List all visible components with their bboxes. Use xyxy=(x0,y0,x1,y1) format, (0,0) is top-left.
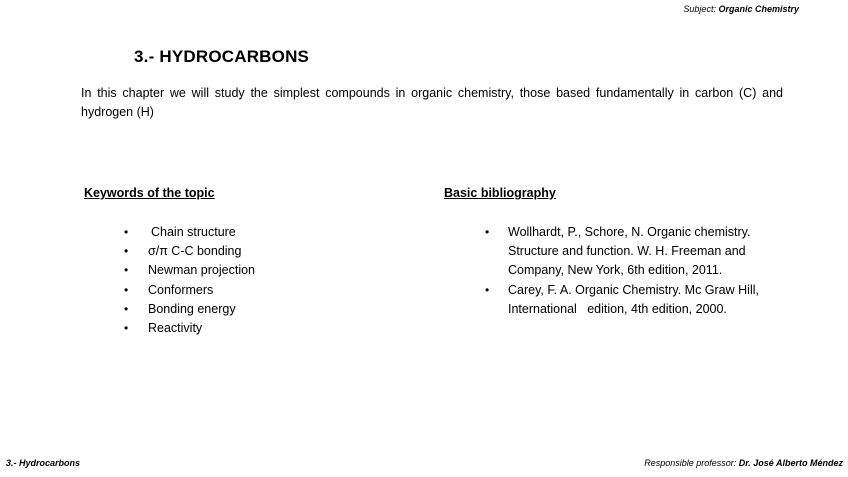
footer-chapter: 3.- Hydrocarbons xyxy=(6,458,81,468)
footer-professor-label: Responsible professor: xyxy=(644,458,737,468)
subject-header xyxy=(683,4,799,14)
bullet-icon: • xyxy=(485,282,490,297)
keyword-item xyxy=(124,242,255,261)
bibliography-text: Carey, F. A. Organic Chemistry. Mc Graw Hill, International edition, 4th edition, 2000. xyxy=(508,282,763,316)
keyword-item xyxy=(124,261,255,280)
bibliography-item xyxy=(485,223,800,281)
intro-paragraph: In this chapter we will study the simplest compounds in organic chemistry, those based fundamentally in carbon (C) and hydrogen (H) xyxy=(81,86,783,119)
keyword-text: Reactivity xyxy=(148,321,203,336)
bullet-icon: • xyxy=(124,282,129,297)
bullet-icon: • xyxy=(124,321,129,336)
bibliography-text: Wollhardt, P., Schore, N. Organic chemistry. Structure and function. W. H. Freeman and Company, New York, 6th edition, 2011. xyxy=(508,225,751,278)
keyword-text: Chain structure xyxy=(151,225,236,239)
keyword-item xyxy=(124,223,255,242)
keywords-heading: Keywords of the topic xyxy=(84,186,215,200)
keyword-text: σ/π C-C bonding xyxy=(148,244,242,259)
footer-professor-name: Dr. José Alberto Méndez xyxy=(738,458,843,468)
bullet-icon: • xyxy=(124,263,129,278)
keyword-item xyxy=(124,281,255,300)
subject-value: Organic Chemistry xyxy=(718,4,799,14)
keyword-item xyxy=(124,319,255,338)
keyword-item xyxy=(124,300,255,319)
bullet-icon: • xyxy=(124,301,129,316)
footer-professor xyxy=(644,458,843,468)
keyword-text: Newman projection xyxy=(148,263,255,278)
bullet-icon: • xyxy=(485,225,490,239)
bibliography-item xyxy=(485,281,800,319)
subject-label: Subject: xyxy=(683,4,716,14)
bullet-icon: • xyxy=(124,244,129,259)
bibliography-list xyxy=(485,223,800,319)
keyword-text: Conformers xyxy=(148,282,214,297)
keyword-text: Bonding energy xyxy=(148,301,236,316)
keywords-list xyxy=(124,223,255,338)
page-title: 3.- HYDROCARBONS xyxy=(134,47,310,66)
bibliography-heading: Basic bibliography xyxy=(444,186,556,200)
bullet-icon: • xyxy=(124,225,129,239)
